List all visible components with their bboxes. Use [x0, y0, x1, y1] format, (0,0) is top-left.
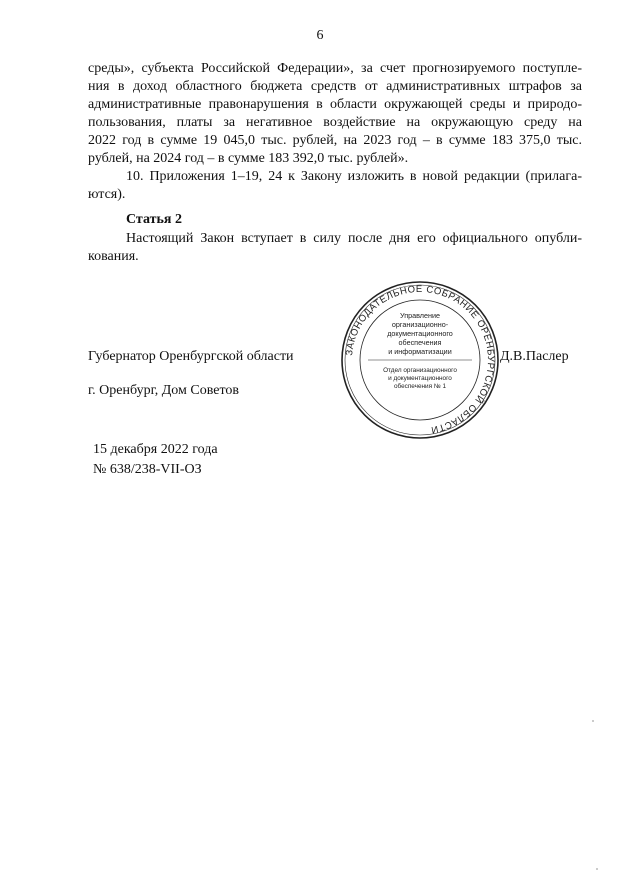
- scan-speck: [596, 868, 598, 870]
- seal-line: и документационного: [388, 375, 452, 382]
- signing-place: г. Оренбург, Дом Советов: [88, 383, 239, 398]
- text-line: ния в доход областного бюджета средств от административных штрафов за: [88, 79, 582, 94]
- text-line: среды», субъекта Российской Федерации», за счет прогнозируемого поступле-: [88, 61, 582, 76]
- seal-line: документационного: [387, 329, 453, 338]
- seal-line: организационно-: [391, 320, 449, 329]
- seal-ring-text: ЗАКОНОДАТЕЛЬНОЕ СОБРАНИЕ ОРЕНБУРГСКОЙ ОБЛАСТИ: [344, 283, 497, 436]
- text-line: пользования, платы за негативное воздействие на окружающую среду на: [88, 115, 582, 130]
- seal-line: обеспечения: [398, 338, 442, 347]
- official-seal: [340, 280, 500, 440]
- article-heading: Статья 2: [126, 212, 182, 227]
- text-line: Настоящий Закон вступает в силу после дня его официального опубли-: [126, 231, 582, 246]
- seal-line: Отдел организационного: [383, 367, 457, 374]
- law-date: 15 декабря 2022 года: [93, 442, 218, 457]
- seal-outer-text: [344, 284, 496, 435]
- date-block: [93, 440, 218, 480]
- text-line: 10. Приложения 1–19, 24 к Закону изложить в новой редакции (прилага-: [126, 169, 582, 184]
- governor-title: Губернатор Оренбургской области: [88, 349, 294, 364]
- page-number: 6: [316, 28, 324, 43]
- main-text: [88, 60, 582, 204]
- seal-line: и информатизации: [388, 347, 452, 356]
- text-line: кования.: [88, 249, 139, 264]
- governor-name: Д.В.Паслер: [500, 349, 569, 364]
- article-text: [88, 230, 582, 266]
- text-line: рублей, на 2024 год – в сумме 183 392,0 тыс. рублей».: [88, 151, 409, 166]
- text-line: административные правонарушения в области окружающей среды и природо-: [88, 97, 582, 112]
- law-number: № 638/238-VII-ОЗ: [93, 462, 202, 477]
- seal-line: обеспечения № 1: [393, 383, 447, 390]
- text-line: ются).: [88, 187, 126, 202]
- seal-line: Управление: [400, 311, 440, 320]
- scan-speck: [592, 720, 594, 722]
- text-line: 2022 год в сумме 19 045,0 тыс. рублей, на 2023 год – в сумме 183 375,0 тыс.: [88, 133, 582, 148]
